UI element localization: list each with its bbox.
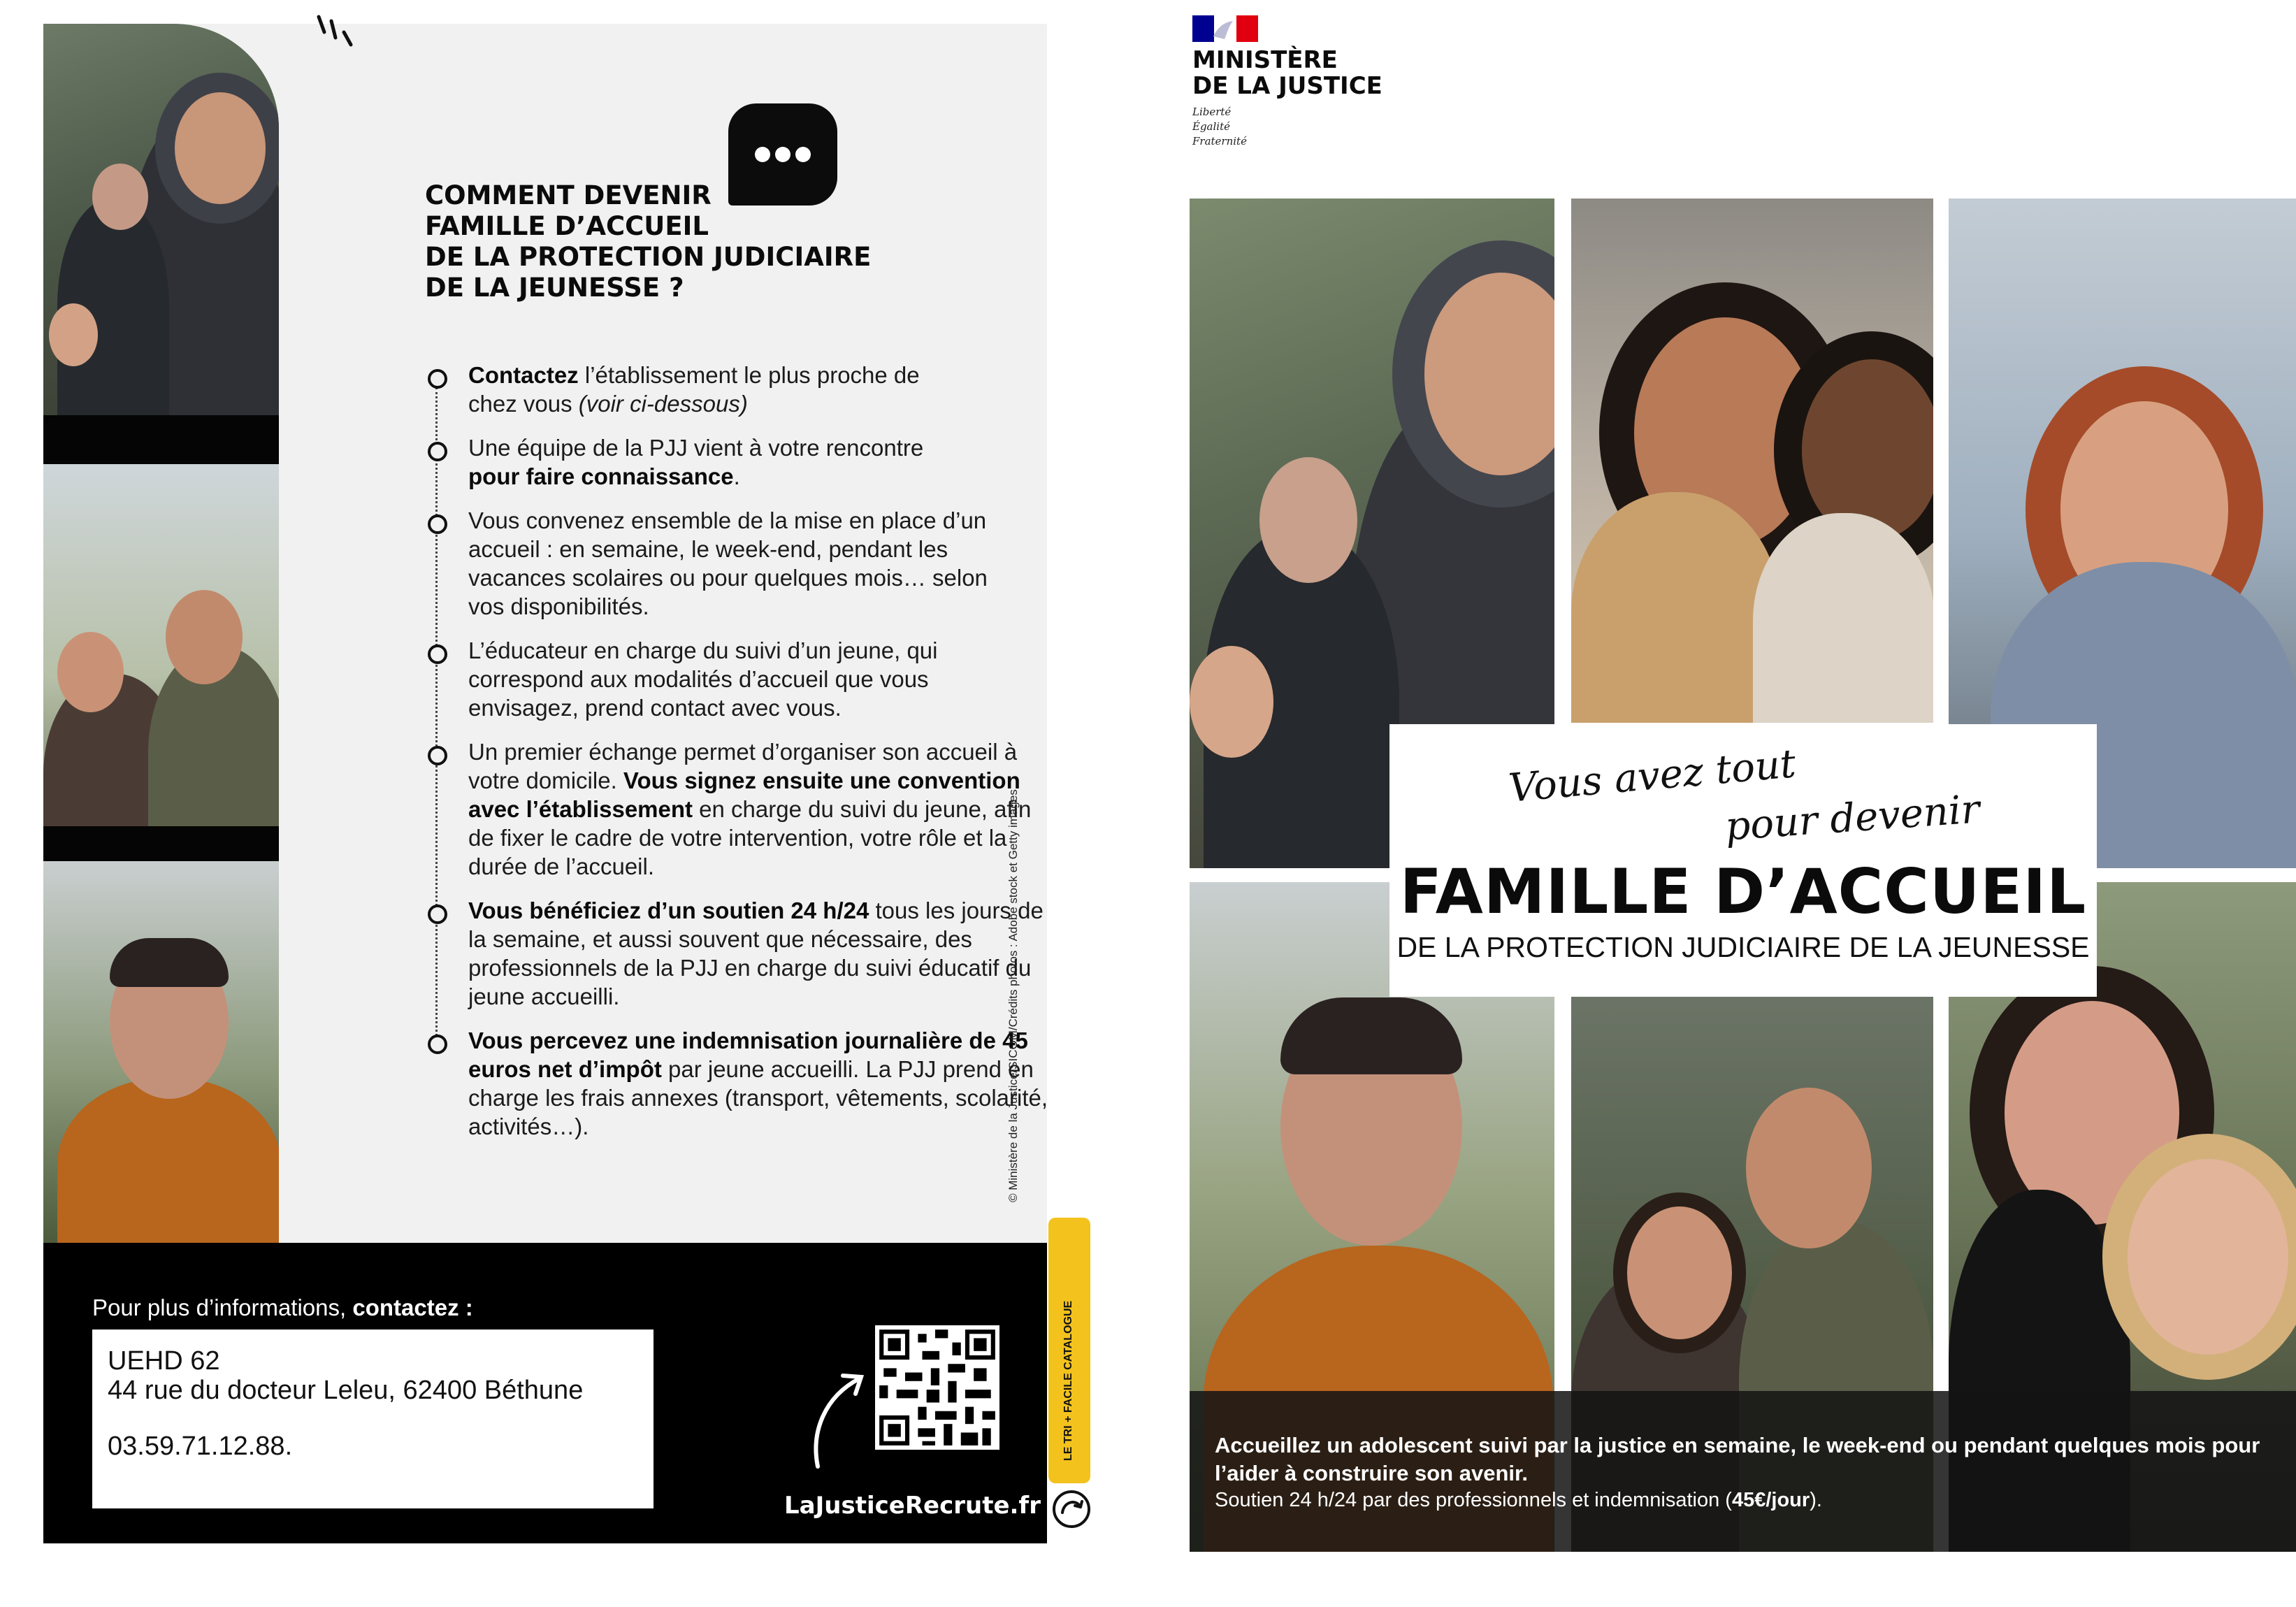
cover-title-card [1389, 724, 2097, 997]
photo-smiling-man [43, 861, 279, 1243]
back-cover-page [43, 24, 1047, 1543]
list-item: Vous convenez ensemble de la mise en place d’un accueil : en semaine, le week-end, pendant les vacances scolaires ou pour quelques mois… selon vos disponibilités. [386, 506, 1027, 621]
curved-arrow-icon [804, 1369, 874, 1473]
photo-divider [43, 415, 279, 464]
script-tagline-1: Vous avez tout [1506, 741, 1798, 812]
cover-info-support: Soutien 24 h/24 par des professionnels et indemnisation (45€/jour). [1215, 1489, 1822, 1511]
recycle-icon [1051, 1489, 1092, 1529]
step-bullet-icon [428, 905, 447, 924]
cover-info-text: Accueillez un adolescent suivi par la justice en semaine, le week-end ou pendant quelques mois pour l’aider à construire son avenir. [1215, 1433, 2260, 1485]
list-item: Une équipe de la PJJ vient à votre rencontre pour faire connaissance. [386, 433, 951, 491]
photo-two-women-selfie [1571, 199, 1933, 723]
marianne-logo-icon [1192, 15, 1258, 42]
sparkle-marks-icon [309, 14, 358, 56]
contact-intro: Pour plus d’informations, contactez : [92, 1295, 473, 1320]
step-bullet-icon [428, 442, 447, 461]
contact-box [92, 1329, 654, 1508]
list-item: Vous percevez une indemnisation journalière de 45 euros net d’impôt par jeune accueilli. La PJJ prend en charge les frais annexes (transport, vêtements, scolarité, activités…). [386, 1026, 1055, 1141]
how-to-title: COMMENT DEVENIR FAMILLE D’ACCUEIL DE LA PROTECTION JUDICIAIRE DE LA JEUNESSE ? [425, 180, 872, 303]
photo-family-hood-selfie [43, 24, 279, 415]
ministry-name: MINISTÈRE DE LA JUSTICE [1192, 46, 1382, 100]
cover-title: FAMILLE D’ACCUEIL [1399, 856, 2087, 928]
photo-credits: © Ministère de la Justice/SICOM/Crédits photos : Adobe stock et Getty images [1006, 789, 1020, 1202]
cover-subtitle: DE LA PROTECTION JUDICIAIRE DE LA JEUNESSE [1396, 931, 2090, 963]
step-bullet-icon [428, 369, 447, 389]
website-link[interactable]: LaJusticeRecrute.fr [784, 1492, 1041, 1520]
steps-list [386, 361, 1050, 1141]
contact-address: 44 rue du docteur Leleu, 62400 Béthune [108, 1376, 584, 1405]
photo-couple-selfie [43, 464, 279, 850]
list-item: Vous bénéficiez d’un soutien 24 h/24 tous les jours de la semaine, et aussi souvent que nécessaire, des professionnels de la PJJ en charge du suivi éducatif du jeune accueilli. [386, 896, 1048, 1011]
list-item: Un premier échange permet d’organiser son accueil à votre domicile. Vous signez ensuite une convention avec l’établissement en charge du suivi du jeune, afin de fixer le cadre de votre intervention, votre rôle et la durée de l’accueil. [386, 737, 1034, 881]
script-tagline-2: pour devenir [1724, 786, 1981, 850]
contact-phone[interactable]: 03.59.71.12.88. [108, 1432, 293, 1461]
contact-name: UEHD 62 [108, 1346, 220, 1376]
cover-info-band [1190, 1391, 2296, 1552]
photo-divider [43, 826, 279, 861]
step-bullet-icon [428, 746, 447, 765]
list-item: L’éducateur en charge du suivi d’un jeune, qui correspond aux modalités d’accueil que vous envisagez, prend contact avec vous. [386, 636, 1020, 722]
list-item: Contactez l’établissement le plus proche de chez vous (voir ci-dessous) [386, 361, 937, 418]
triman-label: LE TRI + FACILE CATALOGUE [1062, 1300, 1074, 1461]
contact-section [43, 1243, 1047, 1543]
step-bullet-icon [428, 1035, 447, 1054]
front-cover-page [1181, 0, 2296, 1607]
step-bullet-icon [428, 644, 447, 664]
step-bullet-icon [428, 514, 447, 534]
republic-motto: Liberté Égalité Fraternité [1192, 106, 1247, 147]
qr-code-icon[interactable] [875, 1325, 999, 1450]
